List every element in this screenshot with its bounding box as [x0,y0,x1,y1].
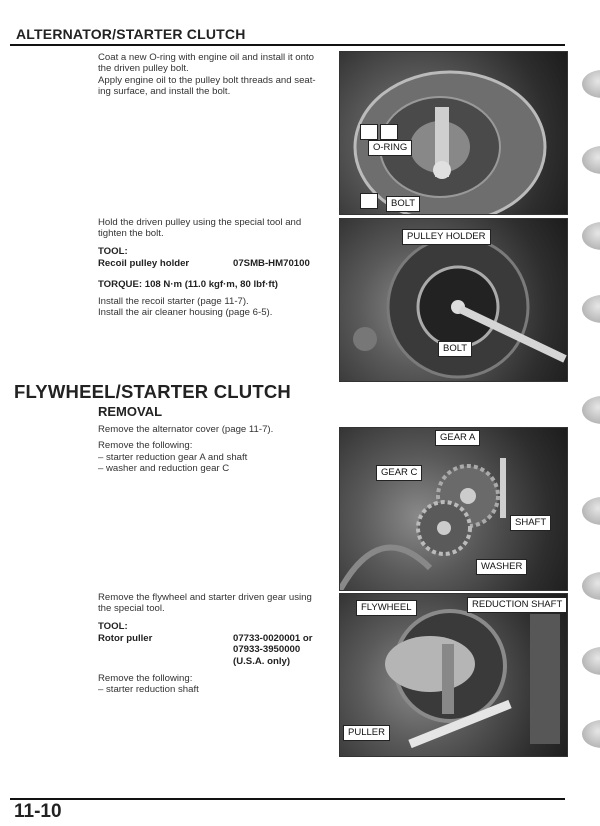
remove-steps [98,673,336,696]
section-tab-marker [582,720,600,748]
section-header: ALTERNATOR/STARTER CLUTCH [16,26,246,42]
tool-number: 07SMB-HM70100 [233,258,310,269]
text-line: Install the recoil starter (page 11-7). [98,296,249,307]
section-tab-marker [582,497,600,525]
callout-reduction-shaft: REDUCTION SHAFT [467,597,567,613]
text-line: Remove the following: [98,673,193,684]
text-line: ing surface, and install the bolt. [98,86,231,98]
text-line: the driven pulley bolt. [98,63,189,75]
text-line: tighten the bolt. [98,228,164,240]
photo-reduction-gears-illustration [340,428,567,590]
page-number: 11-10 [14,801,62,822]
torque-spec: TORQUE: 108 N·m (11.0 kgf·m, 80 lbf·ft) [98,279,279,290]
callout-bolt: BOLT [438,341,472,357]
section-tab-marker [582,647,600,675]
section-tab-marker [582,572,600,600]
tool-numbers [233,633,312,667]
text-line: Remove the following: [98,440,193,452]
callout-gear-c: GEAR C [376,465,422,481]
top-rule [10,44,565,46]
callout-pulley-holder: PULLEY HOLDER [402,229,491,245]
oil-can-icon [360,193,378,209]
callout-o-ring: O-RING [368,140,412,156]
callout-washer: WASHER [476,559,527,575]
instruction-block-3 [98,424,336,475]
section-tab-marker [582,146,600,174]
section-tab-marker [582,295,600,323]
instruction-block-1 [98,52,336,98]
install-steps [98,296,336,319]
tool-heading: TOOL: [98,621,128,632]
new-part-icon [360,124,378,140]
section-tab-marker [582,222,600,250]
oil-can-icon [380,124,398,140]
photo-pulley-holder [339,218,568,382]
callout-shaft: SHAFT [510,515,551,531]
photo-reduction-gears [339,427,568,591]
list-item: – starter reduction gear A and shaft [98,451,248,463]
tool-name: Rotor puller [98,633,153,644]
callout-bolt: BOLT [386,196,420,212]
section-tab-marker [582,396,600,424]
photo-flywheel-puller [339,593,568,757]
tool-name: Recoil pulley holder [98,258,190,269]
text-line: Remove the flywheel and starter driven gear using [98,592,312,603]
photo-pulley-bolt [339,51,568,215]
section-title: FLYWHEEL/STARTER CLUTCH [14,381,291,402]
callout-gear-a: GEAR A [435,430,480,446]
tool-number: 07933-3950000 [233,644,301,656]
text-line: Install the air cleaner housing (page 6-5). [98,307,273,319]
section-tab-marker [582,70,600,98]
text-line: the special tool. [98,603,165,615]
callout-puller: PULLER [343,725,390,741]
text-line: Hold the driven pulley using the special tool and [98,217,302,228]
text-line: Coat a new O-ring with engine oil and install it onto [98,52,314,63]
bottom-rule [10,798,565,800]
tool-number: 07733-0020001 or [233,633,313,644]
tool-number: (U.S.A. only) [233,655,291,667]
section-subtitle: REMOVAL [98,404,163,419]
instruction-block-4 [98,592,336,615]
instruction-block-2 [98,217,336,240]
list-item: – starter reduction shaft [98,684,199,696]
callout-flywheel: FLYWHEEL [356,600,417,616]
text-line: Apply engine oil to the pulley bolt threads and seat- [98,74,316,86]
list-item: – washer and reduction gear C [98,463,230,475]
text-line: Remove the alternator cover (page 11-7). [98,424,274,435]
tool-heading: TOOL: [98,246,128,257]
